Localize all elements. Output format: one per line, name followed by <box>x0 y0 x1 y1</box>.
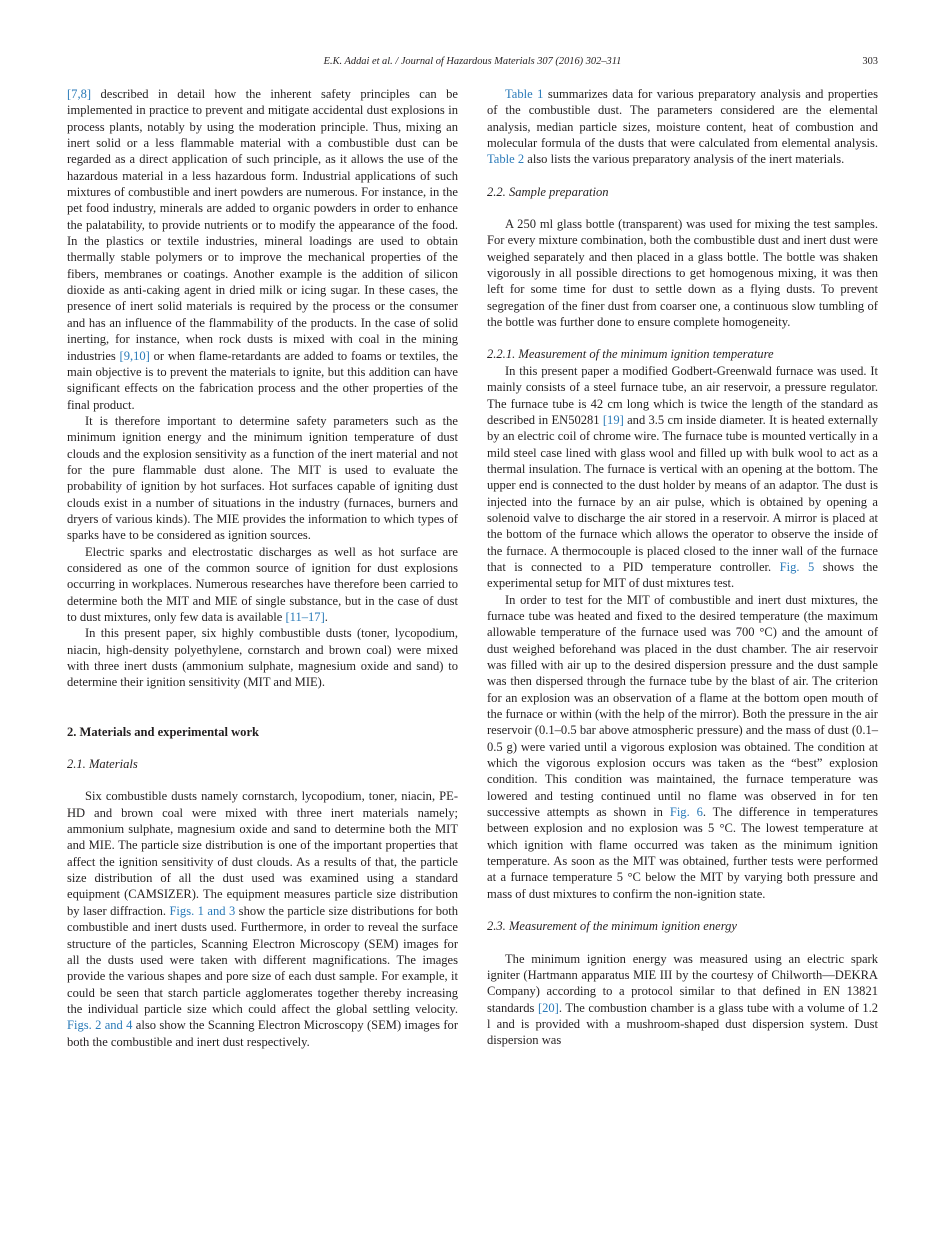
paragraph <box>487 363 878 592</box>
text-run: . The difference in temperatures between explosion and no explosion was 5 °C. The lowest temperature at which ignition with flame occurred was taken as the minimum ignition temperature. As soon as the MIT was obtained, further tests were performed at a furnace temperature 5 °C below the MIT by varying both pressure and mass of dust mixtures to confirm the non-ignition state. <box>487 805 878 901</box>
paragraph <box>67 86 458 413</box>
text-run: show the particle size distributions for both combustible and inert dusts used. Furthermore, in order to reveal the surface structure of the particles, Scanning Electron Microscopy (SEM) images for all the dusts used were taken with different magnifications. The images provide the various shapes and pore size of each dust sample. For example, it could be seen that starch particle agglomerates together thereby increasing the individual particle size which could affect the global settling velocity. <box>67 903 458 1016</box>
citation-link[interactable]: Figs. 2 and 4 <box>67 1018 133 1033</box>
text-run: . <box>324 610 328 624</box>
text-run: and 3.5 cm inside diameter. It is heated externally by an electric coil of chrome wire. The furnace tube is mounted vertically in a mild steel case lined with glass wool and filled up with bulk wool to act as a thermal insulation. The furnace is vertical with an opening at the bottom. The upper end is connected to the dust holder by means of an adaptor. The dust is injected into the furnace by an air pulse, which is obtained by opening a solenoid valve to discharge the air stored in a reservoir. A mirror is placed at the bottom of the furnace which allows the operator to observe the inside of the furnace. A thermocouple is placed closed to the inner wall of the furnace that is connected to a PID temperature controller. <box>487 412 879 574</box>
page-number: 303 <box>862 56 878 67</box>
paragraph <box>67 544 458 626</box>
citation-link[interactable]: [9,10] <box>119 348 150 363</box>
text-run: It is therefore important to determine safety parameters such as the minimum ignition energy and the minimum ignition temperature of dust clouds and the explosion sensitivity as a function of the inert material and not for the pure flammable dust alone. The MIT is used to evaluate the probability of ignition by hot surfaces. Hot surfaces capable of igniting dust clouds exist in a number of situations in the industry (furnaces, burners and dryers of various kinds). The MIE provides the information to which types of sparks have to be considered as ignition sources. <box>67 413 458 543</box>
subsection-heading: 2.3. Measurement of the minimum ignition energy <box>487 919 737 934</box>
paragraph <box>67 625 458 690</box>
paragraph <box>67 413 458 544</box>
text-run: Electric sparks and electrostatic discharges as well as hot surface are considered as one of the common source of ignition for dust explosions occurring in workplaces. Numerous researches have therefore been carried to determine both the MIT and MIE of single substance, but in the case of dust to dust mixtures, only few data is available <box>67 544 458 624</box>
paragraph <box>487 951 878 1049</box>
subsection-heading: 2.1. Materials <box>67 757 138 772</box>
text-run: or when flame-retardants are added to foams or textiles, the main objective is to prevent the materials to ignite, but this addition can have significant effects on the fabrication process and the other properties of the final product. <box>67 348 458 412</box>
paragraph <box>67 788 458 1050</box>
paragraph <box>487 216 878 330</box>
citation-link[interactable]: [7,8] <box>67 87 92 101</box>
paragraph <box>487 86 878 168</box>
citation-link[interactable]: [11–17] <box>285 610 325 624</box>
text-run: summarizes data for various preparatory analysis and properties of the combustible dust. The parameters considered are the elemental analysis, median particle sizes, moisture content, heat of combustion and molecular formula of the dusts that were calculated from elemental analysis. <box>487 87 878 151</box>
left-column <box>67 86 458 1050</box>
text-run: In this present paper, six highly combustible dusts (toner, lycopodium, niacin, high-density polyethylene, cornstarch and brown coal) were mixed with three inert dusts (ammonium sulphate, magnesium oxide and sand) to determine their ignition sensitivity (MIT and MIE). <box>67 626 458 690</box>
text-run: A 250 ml glass bottle (transparent) was used for mixing the test samples. For every mixture combination, both the combustible dust and inert dust were weighed separately and then placed in a glass bottle. The bottle was shaken vigorously in all possible directions to get homogenous mixing, it was then left for some time for dust to settle down as a flying dusts. To prevent segregation of the finer dust from coarser one, a continuous slow tumbling of the bottle was further done to ensure complete homogeneity. <box>487 217 878 330</box>
text-run: Six combustible dusts namely cornstarch, lycopodium, toner, niacin, PE-HD and brown coal were mixed with three inert materials namely; ammonium sulphate, magnesium oxide and sand to determine both the MIT and MIE. The particle size distribution is one of the important properties that affect the ignition sensitivity of dust clouds. As a results of that, the particle size distribution of all the dust used was examined using a standard equipment (CAMSIZER). The equipment measures particle size distribution by laser diffraction. <box>67 789 458 918</box>
subsubsection-heading: 2.2.1. Measurement of the minimum ignition temperature <box>487 347 774 362</box>
citation-link[interactable]: Table 1 <box>505 87 544 101</box>
text-run: described in detail how the inherent safety principles can be implemented in practice to prevent and mitigate accidental dust explosions in process plants, notably by using the moderation principle. Thus, mixing an inert solid or a less flammable material with a combustible dust can be regarded as a direct application of such principle, as it allows the use of the hazardous material in a less hazardous form. Industrial applications of such mixtures of combustible and inert powders are numerous. For instance, in the pet food industry, minerals are added to organic powders in order to enhance the palatability, to provide nutrients or to modify the appearance of the food. In the plastics or textile industries, mineral loadings are used to obtain thermally stable polymers or to improve the mechanical properties of the fibers, membranes or coatings. Another example is the addition of silicon dioxide as anti-caking agent in dried milk or icing sugar. In these cases, the presence of inert solid materials is required by the process or the consumer and has an influence of the flammability of the products. In the case of solid inerting, for instance, when rock dusts is mixed with coal in the mining industries <box>67 87 458 363</box>
text-run: The minimum ignition energy was measured using an electric spark igniter (Hartmann apparatus MIE III by the courtesy of Chilworth—DEKRA Company) according to a protocol similar to that defined in EN 13821 standards <box>487 951 878 1015</box>
text-run: shows the experimental setup for MIT of dust mixtures test. <box>487 559 878 591</box>
text-run: also show the Scanning Electron Microscopy (SEM) images for both the combustible and inert dust respectively. <box>67 1018 458 1049</box>
citation-link[interactable]: [19] <box>602 412 624 427</box>
paragraph <box>487 592 878 903</box>
citation-link[interactable]: Fig. 5 <box>779 559 815 574</box>
text-run: also lists the various preparatory analysis of the inert materials. <box>524 152 845 167</box>
citation-link[interactable]: Figs. 1 and 3 <box>169 903 236 918</box>
citation-link[interactable]: Fig. 6 <box>669 805 703 820</box>
running-header <box>67 56 878 72</box>
subsection-heading: 2.2. Sample preparation <box>487 184 609 199</box>
text-run: In order to test for the MIT of combustible and inert dust mixtures, the furnace tube was heated and fixed to the desired temperature (the maximum allowable temperature of the furnace used was 700 °C) and the amount of dust weighed beforehand was placed in the dust chamber. The air reservoir was filled with air up to the desired dispersion pressure and the dust sample was then dispersed through the furnace tube by the blast of air. The criterion for an explosion was an observation of a flame at the bottom open mouth of the furnace or within (with the help of the mirror). Both the pressure in the air reservoir (0.1–0.5 bar above atmospheric pressure) and the mass of dust (0.1–0.5 g) were varied until a vigorous explosion was obtained. The condition at which the vigorous explosion occurs was taken as the “best” explosion condition. This condition was maintained, the furnace temperature was lowered and testing continued until no flame was observed in for ten successive attempts as shown in <box>487 592 878 820</box>
citation-link[interactable]: [20] <box>537 1000 559 1015</box>
right-column <box>487 86 878 1049</box>
citation-link[interactable]: Table 2 <box>487 152 525 167</box>
text-run: . The combustion chamber is a glass tube with a volume of 1.2 l and is provided with a mushroom-shaped dust dispersion system. Dust dispersion was <box>487 1000 878 1048</box>
running-title: E.K. Addai et al. / Journal of Hazardous Materials 307 (2016) 302–311 <box>323 56 622 67</box>
section-heading: 2. Materials and experimental work <box>67 724 260 739</box>
text-run: In this present paper a modified Godbert-Greenwald furnace was used. It mainly consists of a steel furnace tube, an air reservoir, a pressure regulator. The furnace tube is 42 cm long which is twice the length of the standard as described in EN50281 <box>487 363 878 427</box>
